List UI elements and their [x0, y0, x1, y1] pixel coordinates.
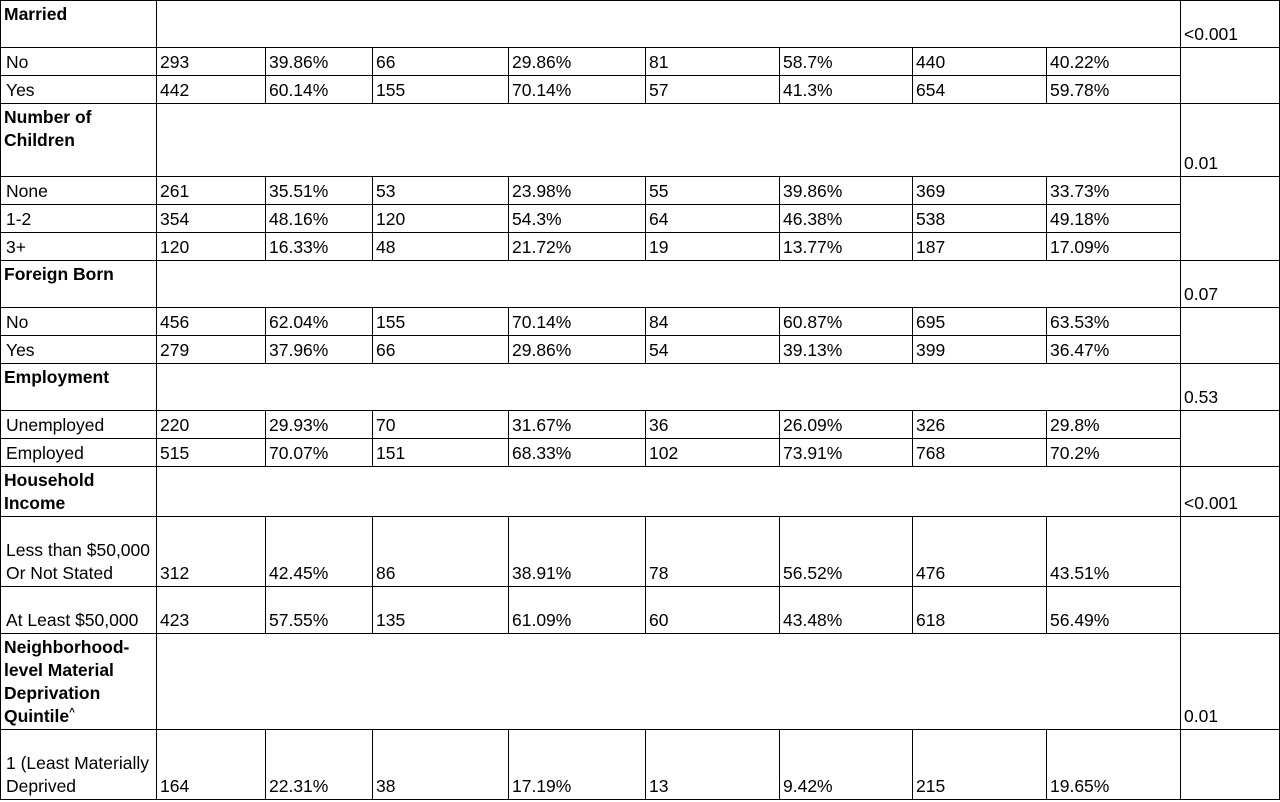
cell: 60.14% — [266, 76, 373, 104]
section-title: Employment — [1, 364, 157, 411]
cell: 42.45% — [266, 517, 373, 587]
cell: 37.96% — [266, 336, 373, 364]
row-label: None — [1, 177, 157, 205]
cell: 293 — [157, 48, 266, 76]
cell: 442 — [157, 76, 266, 104]
cell: 155 — [373, 76, 509, 104]
section-header-row — [1, 467, 1280, 517]
cell: 155 — [373, 308, 509, 336]
blank-cell — [157, 364, 1181, 411]
cell: 399 — [913, 336, 1047, 364]
row-label: At Least $50,000 — [1, 587, 157, 634]
cell: 48 — [373, 233, 509, 261]
cell: 38 — [373, 730, 509, 800]
blank-cell — [157, 1, 1181, 48]
cell: 354 — [157, 205, 266, 233]
cell: 73.91% — [780, 439, 913, 467]
cell: 56.49% — [1047, 587, 1181, 634]
table-row — [1, 308, 1280, 336]
cell: 70.2% — [1047, 439, 1181, 467]
p-value: 0.01 — [1181, 634, 1280, 730]
cell: 17.19% — [509, 730, 646, 800]
row-label: 1-2 — [1, 205, 157, 233]
row-label: Employed — [1, 439, 157, 467]
cell: 78 — [646, 517, 780, 587]
table-row — [1, 76, 1280, 104]
blank-cell — [1181, 517, 1280, 634]
blank-cell — [1181, 730, 1280, 800]
cell: 60.87% — [780, 308, 913, 336]
cell: 64 — [646, 205, 780, 233]
cell: 66 — [373, 336, 509, 364]
cell: 456 — [157, 308, 266, 336]
table-row — [1, 587, 1280, 634]
cell: 13.77% — [780, 233, 913, 261]
section-title-cell — [1, 634, 157, 730]
p-value: <0.001 — [1181, 467, 1280, 517]
cell: 618 — [913, 587, 1047, 634]
cell: 62.04% — [266, 308, 373, 336]
section-title: Foreign Born — [1, 261, 157, 308]
section-header-row — [1, 634, 1280, 730]
section-title: Number of Children — [1, 104, 157, 177]
cell: 31.67% — [509, 411, 646, 439]
cell: 13 — [646, 730, 780, 800]
cell: 39.86% — [266, 48, 373, 76]
cell: 58.7% — [780, 48, 913, 76]
cell: 9.42% — [780, 730, 913, 800]
row-label: 1 (Least Materially Deprived — [1, 730, 157, 800]
cell: 49.18% — [1047, 205, 1181, 233]
table-row — [1, 411, 1280, 439]
cell: 215 — [913, 730, 1047, 800]
section-header-row — [1, 364, 1280, 411]
cell: 538 — [913, 205, 1047, 233]
cell: 39.13% — [780, 336, 913, 364]
footnote-marker: ^ — [69, 707, 75, 719]
table-row — [1, 336, 1280, 364]
section-header-row — [1, 104, 1280, 177]
cell: 38.91% — [509, 517, 646, 587]
cell: 70.07% — [266, 439, 373, 467]
cell: 23.98% — [509, 177, 646, 205]
blank-cell — [1181, 411, 1280, 467]
section-title: Married — [1, 1, 157, 48]
table-row — [1, 439, 1280, 467]
cell: 63.53% — [1047, 308, 1181, 336]
cell: 261 — [157, 177, 266, 205]
cell: 695 — [913, 308, 1047, 336]
cell: 654 — [913, 76, 1047, 104]
cell: 120 — [373, 205, 509, 233]
row-label: No — [1, 48, 157, 76]
row-label: Less than $50,000 Or Not Stated — [1, 517, 157, 587]
cell: 29.8% — [1047, 411, 1181, 439]
blank-cell — [157, 467, 1181, 517]
cell: 187 — [913, 233, 1047, 261]
cell: 19.65% — [1047, 730, 1181, 800]
section-title: Household Income — [1, 467, 157, 517]
row-label: Unemployed — [1, 411, 157, 439]
cell: 35.51% — [266, 177, 373, 205]
cell: 61.09% — [509, 587, 646, 634]
cell: 22.31% — [266, 730, 373, 800]
row-label: Yes — [1, 336, 157, 364]
cell: 26.09% — [780, 411, 913, 439]
table-row — [1, 48, 1280, 76]
table-row — [1, 205, 1280, 233]
table-row — [1, 730, 1280, 800]
blank-cell — [157, 104, 1181, 177]
cell: 40.22% — [1047, 48, 1181, 76]
table-row — [1, 233, 1280, 261]
cell: 57.55% — [266, 587, 373, 634]
cell: 57 — [646, 76, 780, 104]
p-value: 0.07 — [1181, 261, 1280, 308]
cell: 59.78% — [1047, 76, 1181, 104]
table-row — [1, 177, 1280, 205]
cell: 120 — [157, 233, 266, 261]
cell: 279 — [157, 336, 266, 364]
cell: 70.14% — [509, 76, 646, 104]
section-title: Neighborhood-level Material Deprivation Quintile — [4, 637, 130, 726]
blank-cell — [1181, 48, 1280, 104]
cell: 515 — [157, 439, 266, 467]
p-value: 0.53 — [1181, 364, 1280, 411]
cell: 768 — [913, 439, 1047, 467]
cell: 60 — [646, 587, 780, 634]
cell: 33.73% — [1047, 177, 1181, 205]
cell: 81 — [646, 48, 780, 76]
cell: 70 — [373, 411, 509, 439]
cell: 21.72% — [509, 233, 646, 261]
cell: 43.48% — [780, 587, 913, 634]
cell: 17.09% — [1047, 233, 1181, 261]
cell: 151 — [373, 439, 509, 467]
cell: 36.47% — [1047, 336, 1181, 364]
cell: 46.38% — [780, 205, 913, 233]
blank-cell — [157, 261, 1181, 308]
row-label: Yes — [1, 76, 157, 104]
cell: 54.3% — [509, 205, 646, 233]
cell: 43.51% — [1047, 517, 1181, 587]
cell: 164 — [157, 730, 266, 800]
cell: 476 — [913, 517, 1047, 587]
cell: 86 — [373, 517, 509, 587]
blank-cell — [1181, 308, 1280, 364]
cell: 135 — [373, 587, 509, 634]
cell: 369 — [913, 177, 1047, 205]
cell: 102 — [646, 439, 780, 467]
cell: 68.33% — [509, 439, 646, 467]
table-row — [1, 517, 1280, 587]
cell: 48.16% — [266, 205, 373, 233]
p-value: 0.01 — [1181, 104, 1280, 177]
cell: 41.3% — [780, 76, 913, 104]
cell: 29.86% — [509, 336, 646, 364]
cell: 29.93% — [266, 411, 373, 439]
cell: 423 — [157, 587, 266, 634]
cell: 56.52% — [780, 517, 913, 587]
row-label: No — [1, 308, 157, 336]
cell: 39.86% — [780, 177, 913, 205]
section-header-row — [1, 1, 1280, 48]
section-header-row — [1, 261, 1280, 308]
cell: 55 — [646, 177, 780, 205]
cell: 66 — [373, 48, 509, 76]
cell: 36 — [646, 411, 780, 439]
cell: 440 — [913, 48, 1047, 76]
row-label: 3+ — [1, 233, 157, 261]
cell: 29.86% — [509, 48, 646, 76]
cell: 312 — [157, 517, 266, 587]
cell: 16.33% — [266, 233, 373, 261]
blank-cell — [157, 634, 1181, 730]
cell: 54 — [646, 336, 780, 364]
blank-cell — [1181, 177, 1280, 261]
cell: 220 — [157, 411, 266, 439]
cell: 70.14% — [509, 308, 646, 336]
cell: 53 — [373, 177, 509, 205]
cell: 84 — [646, 308, 780, 336]
cell: 19 — [646, 233, 780, 261]
cell: 326 — [913, 411, 1047, 439]
p-value: <0.001 — [1181, 1, 1280, 48]
